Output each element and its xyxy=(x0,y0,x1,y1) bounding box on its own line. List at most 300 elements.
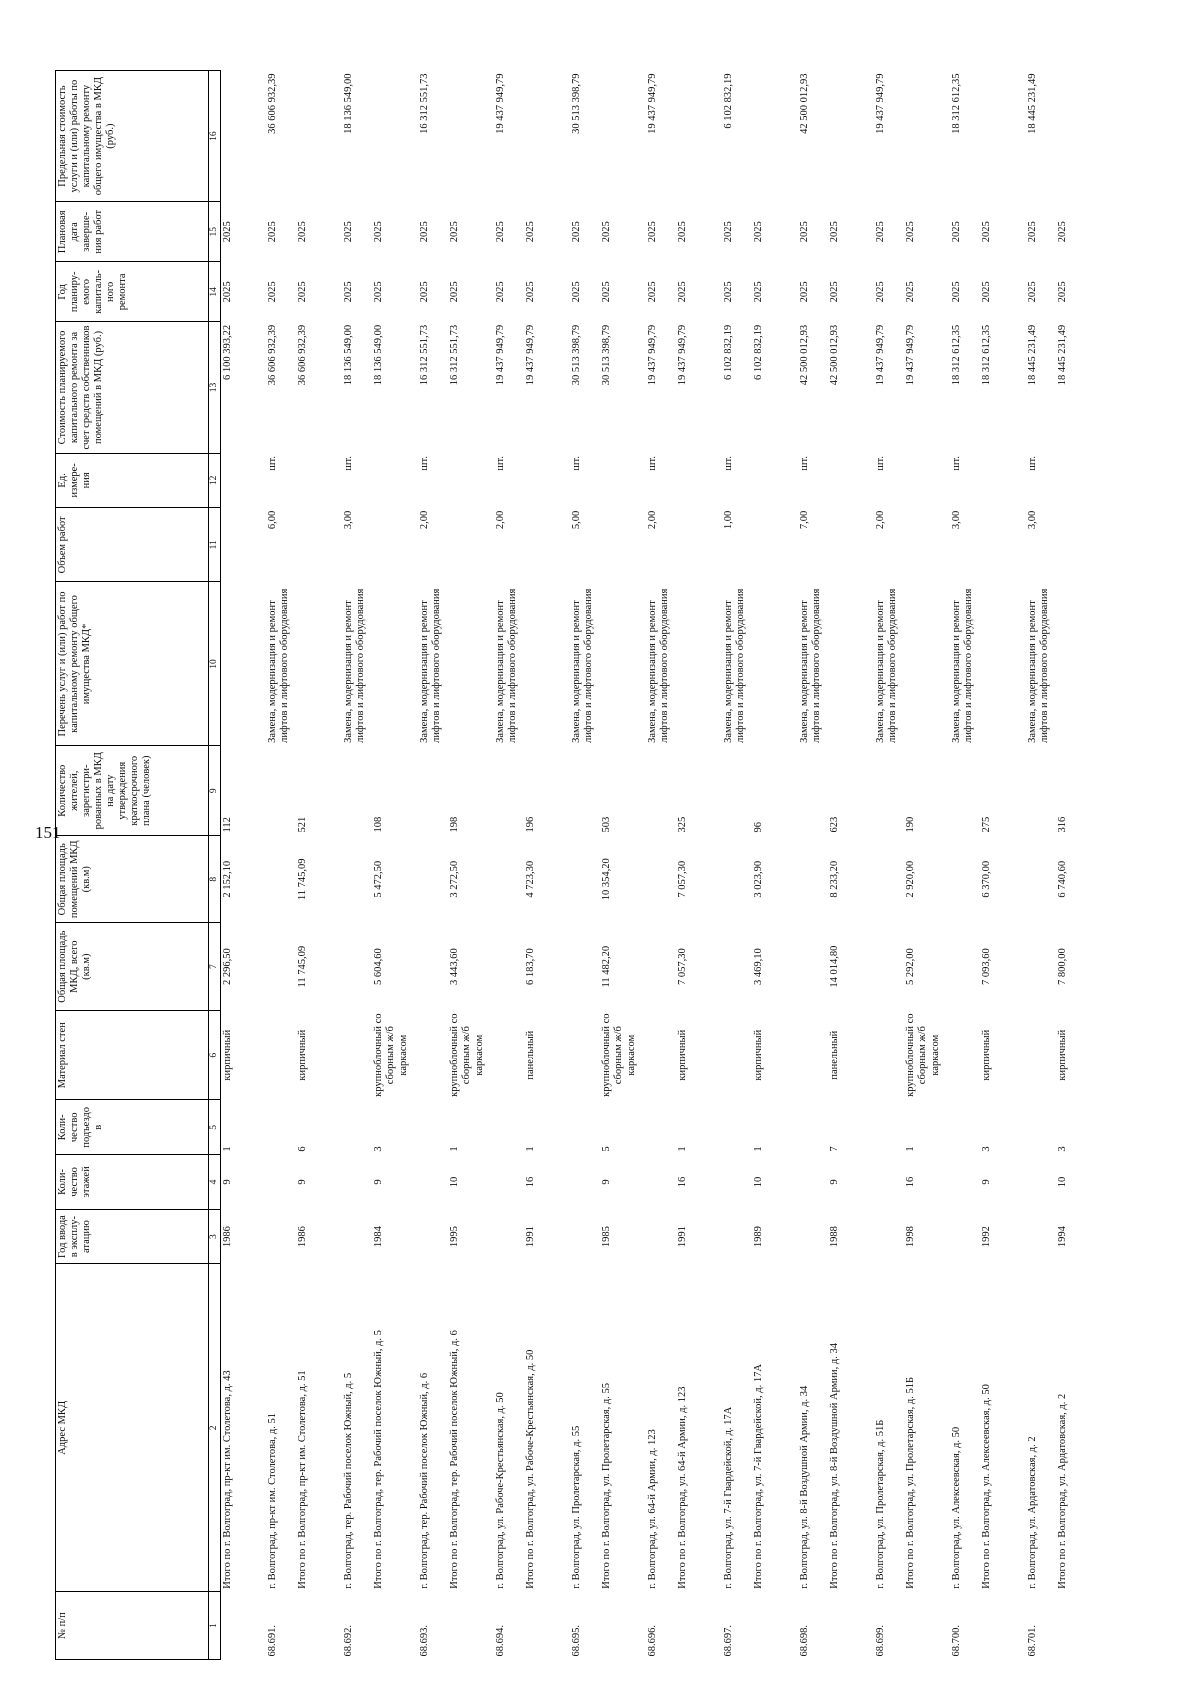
cell-floors: 10 xyxy=(449,1176,461,1188)
cell-works: Замена, модернизация и ремонт лифтов и лифтового оборудования xyxy=(571,588,595,743)
cell-cost: 36 606 932,39 xyxy=(267,324,279,386)
cell-area-rooms: 3 023,90 xyxy=(753,860,765,898)
cell-cost: 18 445 231,49 xyxy=(1057,324,1069,386)
header-label: Перечень услуг и (или) работ по капитальному ремонту общего имущества МКД* xyxy=(57,591,93,737)
cell-residents xyxy=(722,746,752,836)
cell-cost: 19 437 949,79 xyxy=(677,324,689,386)
cell-end-date: 2025 xyxy=(419,221,431,243)
cell-entr xyxy=(342,1100,372,1155)
cell-area-rooms: 8 233,20 xyxy=(829,860,841,898)
header-label: Ед. измере-ния xyxy=(57,463,93,498)
cell-floors: 10 xyxy=(753,1176,765,1188)
header-cell xyxy=(56,322,209,453)
cell-cost: 6 100 393,22 xyxy=(221,324,233,381)
cell-floors: 9 xyxy=(221,1179,233,1185)
cell-volume: 3,00 xyxy=(1027,510,1039,530)
cell-addr: г. Волгоград, пр-кт им. Столетова, д. 51 xyxy=(267,1413,279,1589)
cell-residents: 275 xyxy=(981,816,993,833)
cell-walls xyxy=(266,1010,296,1100)
cell-addr: г. Волгоград, ул. Пролетарская, д. 51Б xyxy=(875,1419,887,1589)
cell-entr: 1 xyxy=(525,1146,537,1152)
cell-area-rooms: 6 740,60 xyxy=(1057,860,1069,898)
cell-year: 1986 xyxy=(297,1226,309,1248)
cell-plan-year: 2025 xyxy=(753,281,765,303)
cell-floors xyxy=(342,1155,372,1210)
cell-num xyxy=(296,1592,342,1660)
column-number: 16 xyxy=(209,71,221,202)
cell-works xyxy=(524,582,570,746)
cell-limit xyxy=(828,71,874,202)
cell-works xyxy=(904,582,950,746)
cell-unit xyxy=(752,453,798,508)
cell-area xyxy=(950,923,980,1010)
cell-end-date: 2025 xyxy=(799,221,811,243)
cell-volume xyxy=(524,508,570,582)
cell-addr: г. Волгоград, ул. 64-й Армии, д. 123 xyxy=(647,1429,659,1589)
cell-end-date: 2025 xyxy=(297,221,309,243)
cell-area-rooms: 2 920,00 xyxy=(905,860,917,898)
column-number: 7 xyxy=(209,923,221,1010)
cell-unit: шт. xyxy=(875,456,887,471)
cell-plan-year: 2025 xyxy=(373,281,385,303)
cell-entr xyxy=(1026,1100,1056,1155)
cell-volume xyxy=(828,508,874,582)
cell-walls xyxy=(1026,1010,1056,1100)
cell-cost: 16 312 551,73 xyxy=(449,324,461,386)
cell-unit xyxy=(296,453,342,508)
cell-works: Замена, модернизация и ремонт лифтов и лифтового оборудования xyxy=(647,588,671,743)
cell-year: 1991 xyxy=(525,1226,537,1248)
cell-volume xyxy=(904,508,950,582)
cell-cost: 6 102 832,19 xyxy=(723,324,735,381)
cell-num: 68.697. xyxy=(723,1625,735,1657)
cell-unit: шт. xyxy=(799,456,811,471)
cell-limit: 36 606 932,39 xyxy=(267,73,279,134)
cell-plan-year: 2025 xyxy=(419,281,431,303)
cell-area xyxy=(1026,923,1056,1010)
cell-end-date: 2025 xyxy=(221,221,233,243)
cell-residents xyxy=(418,746,448,836)
column-number: 14 xyxy=(209,262,221,322)
header-label: Год планиру-емого капиталь-ного ремонта xyxy=(57,270,129,314)
cell-end-date: 2025 xyxy=(647,221,659,243)
table-row xyxy=(342,71,372,1660)
cell-works: Замена, модернизация и ремонт лифтов и лифтового оборудования xyxy=(419,588,443,743)
cell-area: 5 292,00 xyxy=(905,948,917,986)
total-row xyxy=(828,71,874,1660)
cell-walls: кирпичный xyxy=(221,1029,233,1081)
cell-year: 1985 xyxy=(601,1226,613,1248)
cell-plan-year: 2025 xyxy=(829,281,841,303)
total-row xyxy=(296,71,342,1660)
cell-end-date: 2025 xyxy=(525,221,537,243)
table-row xyxy=(798,71,828,1660)
table-row xyxy=(646,71,676,1660)
cell-walls: панельный xyxy=(829,1030,841,1080)
column-number: 6 xyxy=(209,1010,221,1100)
cell-volume xyxy=(600,508,646,582)
cell-addr: Итого по г. Волгоград, ул. Рабоче-Крестьянская, д. 50 xyxy=(525,1349,537,1589)
cell-unit: шт. xyxy=(1027,456,1039,471)
cell-residents: 196 xyxy=(525,816,537,833)
cell-end-date: 2025 xyxy=(1057,221,1069,243)
cell-unit xyxy=(448,453,494,508)
cell-num: 68.700. xyxy=(951,1625,963,1657)
header-label: Год ввода в эксплу-атацию xyxy=(57,1215,93,1259)
cell-area-rooms xyxy=(1026,836,1056,923)
cell-floors xyxy=(874,1155,904,1210)
cell-unit xyxy=(600,453,646,508)
cell-walls: кирпичный xyxy=(297,1029,309,1081)
cell-num: 68.692. xyxy=(343,1625,355,1657)
cell-area xyxy=(418,923,448,1010)
cell-plan-year: 2025 xyxy=(1057,281,1069,303)
cell-walls: кирпичный xyxy=(677,1029,689,1081)
cell-area-rooms: 6 370,00 xyxy=(981,860,993,898)
table-row xyxy=(950,71,980,1660)
cell-cost: 16 312 551,73 xyxy=(419,324,431,386)
cell-works: Замена, модернизация и ремонт лифтов и лифтового оборудования xyxy=(1027,588,1051,743)
cell-limit xyxy=(980,71,1026,202)
cell-limit xyxy=(220,71,266,202)
cell-plan-year: 2025 xyxy=(799,281,811,303)
table-row xyxy=(494,71,524,1660)
cell-area xyxy=(874,923,904,1010)
cell-num xyxy=(828,1592,874,1660)
cell-limit: 6 102 832,19 xyxy=(723,73,735,129)
cell-addr: г. Волгоград, ул. 8-й Воздушной Армии, д. 34 xyxy=(799,1385,811,1589)
header-cell xyxy=(56,1100,209,1155)
cell-year xyxy=(874,1209,904,1264)
cell-entr xyxy=(646,1100,676,1155)
cell-num: 68.691. xyxy=(267,1625,279,1657)
cell-residents xyxy=(798,746,828,836)
header-label: Количество жителей, зарегистри-рованных в МКД на дату утверждения краткосрочного плана (человек) xyxy=(57,752,153,830)
cell-area-rooms xyxy=(418,836,448,923)
table-row xyxy=(570,71,600,1660)
cell-entr xyxy=(874,1100,904,1155)
cell-area-rooms: 5 472,50 xyxy=(373,860,385,898)
cell-cost: 30 513 398,79 xyxy=(571,324,583,386)
cell-area xyxy=(570,923,600,1010)
cell-num xyxy=(676,1592,722,1660)
cell-unit xyxy=(524,453,570,508)
cell-year xyxy=(570,1209,600,1264)
cell-limit xyxy=(904,71,950,202)
cell-plan-year: 2025 xyxy=(571,281,583,303)
table-row xyxy=(874,71,904,1660)
column-number: 11 xyxy=(209,508,221,582)
header-label: Материал стен xyxy=(57,1022,68,1089)
cell-works: Замена, модернизация и ремонт лифтов и лифтового оборудования xyxy=(799,588,823,743)
total-row xyxy=(448,71,494,1660)
cell-residents: 623 xyxy=(829,816,841,833)
total-row xyxy=(1056,71,1102,1660)
cell-works: Замена, модернизация и ремонт лифтов и лифтового оборудования xyxy=(723,588,747,743)
cell-addr: Итого по г. Волгоград, ул. 7-й Гвардейской, д. 17А xyxy=(753,1364,765,1589)
cell-area-rooms xyxy=(722,836,752,923)
header-cell xyxy=(56,71,209,202)
cell-works xyxy=(372,582,418,746)
repair-plan-table xyxy=(55,70,1102,1660)
cell-floors xyxy=(266,1155,296,1210)
cell-area: 7 093,60 xyxy=(981,948,993,986)
cell-plan-year: 2025 xyxy=(1027,281,1039,303)
cell-volume xyxy=(676,508,722,582)
cell-works: Замена, модернизация и ремонт лифтов и лифтового оборудования xyxy=(875,588,899,743)
cell-end-date: 2025 xyxy=(753,221,765,243)
cell-num: 68.701. xyxy=(1027,1625,1039,1657)
cell-residents: 190 xyxy=(905,816,917,833)
cell-plan-year: 2025 xyxy=(495,281,507,303)
cell-num xyxy=(220,1592,266,1660)
cell-works xyxy=(752,582,798,746)
column-number: 4 xyxy=(209,1155,221,1210)
cell-area-rooms: 2 152,10 xyxy=(221,860,233,898)
cell-area-rooms: 3 272,50 xyxy=(449,860,461,898)
cell-limit: 19 437 949,79 xyxy=(647,73,659,134)
cell-end-date: 2025 xyxy=(981,221,993,243)
cell-plan-year: 2025 xyxy=(647,281,659,303)
cell-end-date: 2025 xyxy=(449,221,461,243)
cell-entr: 1 xyxy=(677,1146,689,1152)
total-row xyxy=(980,71,1026,1660)
cell-num: 68.699. xyxy=(875,1625,887,1657)
cell-year: 1995 xyxy=(449,1226,461,1248)
cell-cost: 18 312 612,35 xyxy=(951,324,963,386)
cell-num: 68.696. xyxy=(647,1625,659,1657)
cell-addr: Итого по г. Волгоград, ул. 64-й Армии, д. 123 xyxy=(677,1386,689,1589)
cell-area-rooms xyxy=(494,836,524,923)
cell-floors: 10 xyxy=(1057,1176,1069,1188)
cell-addr: Итого по г. Волгоград, ул. Пролетарская, д. 51Б xyxy=(905,1377,917,1589)
cell-unit: шт. xyxy=(343,456,355,471)
header-cell xyxy=(56,1592,209,1660)
cell-end-date: 2025 xyxy=(1027,221,1039,243)
cell-year: 1998 xyxy=(905,1226,917,1248)
cell-num: 68.694. xyxy=(495,1625,507,1657)
cell-walls: крупноблочный со сборным ж/б каркасом xyxy=(905,1013,941,1097)
cell-volume xyxy=(372,508,418,582)
cell-plan-year: 2025 xyxy=(297,281,309,303)
cell-walls xyxy=(950,1010,980,1100)
cell-limit xyxy=(752,71,798,202)
cell-addr: г. Волгоград, ул. Рабоче-Крестьянская, д. 50 xyxy=(495,1392,507,1589)
cell-floors: 16 xyxy=(905,1176,917,1188)
cell-area-rooms: 7 057,30 xyxy=(677,860,689,898)
cell-unit xyxy=(828,453,874,508)
cell-cost: 18 136 549,00 xyxy=(343,324,355,386)
cell-addr: Итого по г. Волгоград, ул. 8-й Воздушной Армии, д. 34 xyxy=(829,1343,841,1589)
cell-limit: 18 312 612,35 xyxy=(951,73,963,134)
cell-works: Замена, модернизация и ремонт лифтов и лифтового оборудования xyxy=(951,588,975,743)
cell-num: 68.695. xyxy=(571,1625,583,1657)
cell-works xyxy=(676,582,722,746)
cell-entr: 3 xyxy=(1057,1146,1069,1152)
cell-limit: 19 437 949,79 xyxy=(875,73,887,134)
cell-end-date: 2025 xyxy=(571,221,583,243)
cell-floors: 9 xyxy=(981,1179,993,1185)
cell-limit xyxy=(372,71,418,202)
cell-year xyxy=(266,1209,296,1264)
cell-addr: г. Волгоград, ул. Алексеевская, д. 50 xyxy=(951,1426,963,1589)
cell-walls xyxy=(342,1010,372,1100)
cell-volume xyxy=(752,508,798,582)
cell-end-date: 2025 xyxy=(875,221,887,243)
cell-plan-year: 2025 xyxy=(267,281,279,303)
cell-walls: панельный xyxy=(525,1030,537,1080)
header-label: Общая площадь МКД, всего (кв.м) xyxy=(57,930,93,1003)
cell-entr: 1 xyxy=(221,1146,233,1152)
cell-volume: 2,00 xyxy=(647,510,659,530)
cell-entr: 7 xyxy=(829,1146,841,1152)
cell-volume: 1,00 xyxy=(723,510,735,530)
cell-area: 11 745,09 xyxy=(297,945,309,988)
cell-area: 3 469,10 xyxy=(753,948,765,986)
cell-walls xyxy=(874,1010,904,1100)
cell-walls: крупноблочный со сборным ж/б каркасом xyxy=(373,1013,409,1097)
cell-volume: 2,00 xyxy=(419,510,431,530)
cell-year xyxy=(418,1209,448,1264)
cell-walls xyxy=(646,1010,676,1100)
cell-unit xyxy=(676,453,722,508)
cell-year: 1992 xyxy=(981,1226,993,1248)
cell-area: 5 604,60 xyxy=(373,948,385,986)
cell-cost: 42 500 012,93 xyxy=(829,324,841,386)
cell-area: 7 057,30 xyxy=(677,948,689,986)
header-cell xyxy=(56,508,209,582)
cell-plan-year: 2025 xyxy=(343,281,355,303)
header-cell xyxy=(56,1264,209,1592)
cell-cost: 30 513 398,79 xyxy=(601,324,613,386)
cell-floors xyxy=(1026,1155,1056,1210)
cell-works xyxy=(220,582,266,746)
cell-area xyxy=(494,923,524,1010)
column-number: 2 xyxy=(209,1264,221,1592)
cell-floors xyxy=(418,1155,448,1210)
cell-walls: кирпичный xyxy=(981,1029,993,1081)
cell-plan-year: 2025 xyxy=(677,281,689,303)
cell-walls xyxy=(570,1010,600,1100)
cell-plan-year: 2025 xyxy=(723,281,735,303)
cell-area-rooms xyxy=(646,836,676,923)
cell-floors: 9 xyxy=(297,1179,309,1185)
cell-addr: Итого по г. Волгоград, тер. Рабочий поселок Южный, д. 5 xyxy=(373,1330,385,1589)
cell-cost: 18 445 231,49 xyxy=(1027,324,1039,386)
cell-year xyxy=(1026,1209,1056,1264)
total-row xyxy=(600,71,646,1660)
cell-end-date: 2025 xyxy=(373,221,385,243)
cell-volume: 2,00 xyxy=(875,510,887,530)
cell-year xyxy=(494,1209,524,1264)
cell-cost: 18 136 549,00 xyxy=(373,324,385,386)
cell-area xyxy=(646,923,676,1010)
cell-limit xyxy=(676,71,722,202)
cell-area-rooms xyxy=(874,836,904,923)
cell-floors: 16 xyxy=(525,1176,537,1188)
header-cell xyxy=(56,202,209,262)
cell-entr: 1 xyxy=(753,1146,765,1152)
cell-end-date: 2025 xyxy=(495,221,507,243)
cell-area: 14 014,80 xyxy=(829,945,841,988)
cell-floors: 9 xyxy=(829,1179,841,1185)
cell-limit xyxy=(1056,71,1102,202)
table-row xyxy=(266,71,296,1660)
rotated-table-container xyxy=(55,70,1185,1660)
column-number: 15 xyxy=(209,202,221,262)
cell-cost: 19 437 949,79 xyxy=(525,324,537,386)
cell-limit xyxy=(600,71,646,202)
cell-floors xyxy=(722,1155,752,1210)
column-number: 5 xyxy=(209,1100,221,1155)
cell-area xyxy=(342,923,372,1010)
cell-num: 68.698. xyxy=(799,1625,811,1657)
header-label: Объем работ xyxy=(57,516,68,574)
column-number: 8 xyxy=(209,836,221,923)
column-number: 12 xyxy=(209,453,221,508)
cell-end-date: 2025 xyxy=(723,221,735,243)
cell-entr xyxy=(722,1100,752,1155)
cell-unit: шт. xyxy=(647,456,659,471)
cell-volume: 3,00 xyxy=(343,510,355,530)
cell-floors xyxy=(950,1155,980,1210)
cell-addr: г. Волгоград, тер. Рабочий поселок Южный, д. 6 xyxy=(419,1372,431,1589)
header-cell xyxy=(56,262,209,322)
cell-area: 7 800,00 xyxy=(1057,948,1069,986)
cell-num xyxy=(372,1592,418,1660)
cell-residents xyxy=(342,746,372,836)
cell-unit xyxy=(1056,453,1102,508)
cell-floors: 16 xyxy=(677,1176,689,1188)
header-cell xyxy=(56,1209,209,1264)
cell-entr xyxy=(950,1100,980,1155)
cell-year: 1988 xyxy=(829,1226,841,1248)
total-row xyxy=(524,71,570,1660)
cell-walls: крупноблочный со сборным ж/б каркасом xyxy=(449,1013,485,1097)
header-label: Коли-чество подъездо в xyxy=(57,1106,105,1148)
cell-area-rooms xyxy=(266,836,296,923)
cell-works xyxy=(600,582,646,746)
header-cell xyxy=(56,836,209,923)
table-body xyxy=(220,71,1102,1660)
column-number: 10 xyxy=(209,582,221,746)
cell-year xyxy=(798,1209,828,1264)
cell-addr: г. Волгоград, ул. Пролетарская, д. 55 xyxy=(571,1425,583,1589)
cell-end-date: 2025 xyxy=(343,221,355,243)
cell-cost: 36 606 932,39 xyxy=(297,324,309,386)
cell-plan-year: 2025 xyxy=(981,281,993,303)
cell-plan-year: 2025 xyxy=(601,281,613,303)
header-cell xyxy=(56,582,209,746)
cell-end-date: 2025 xyxy=(267,221,279,243)
cell-area-rooms xyxy=(342,836,372,923)
cell-unit xyxy=(372,453,418,508)
cell-residents: 198 xyxy=(449,816,461,833)
cell-works: Замена, модернизация и ремонт лифтов и лифтового оборудования xyxy=(495,588,519,743)
cell-cost: 19 437 949,79 xyxy=(905,324,917,386)
cell-year: 1986 xyxy=(221,1226,233,1248)
cell-area-rooms: 10 354,20 xyxy=(601,858,613,901)
header-cell xyxy=(56,453,209,508)
cell-residents xyxy=(646,746,676,836)
cell-year: 1994 xyxy=(1057,1226,1069,1248)
cell-limit: 30 513 398,79 xyxy=(571,73,583,134)
cell-volume: 2,00 xyxy=(495,510,507,530)
cell-area xyxy=(798,923,828,1010)
cell-volume xyxy=(296,508,342,582)
header-label: Общая площадь помещений МКД (кв.м) xyxy=(57,840,93,919)
cell-entr: 1 xyxy=(905,1146,917,1152)
